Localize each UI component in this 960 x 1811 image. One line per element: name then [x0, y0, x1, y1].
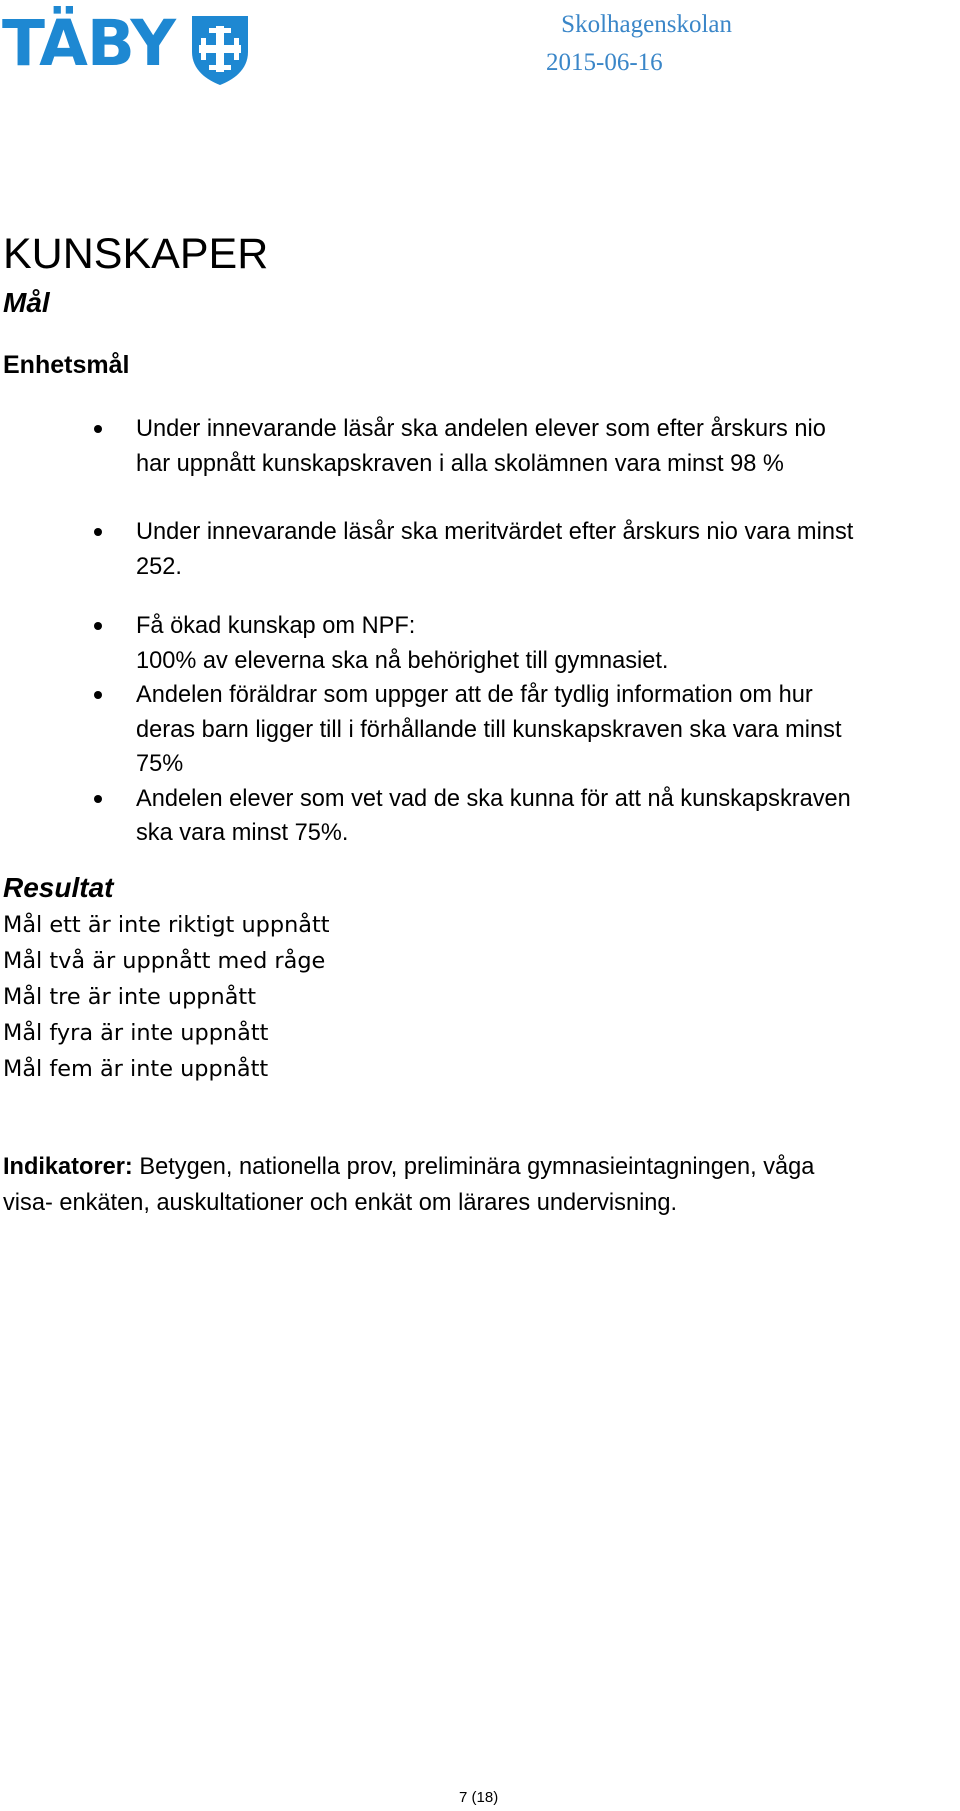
indicators-line: visa- enkäten, auskultationer och enkät om lärares undervisning. [3, 1190, 678, 1216]
goal-item [0, 782, 960, 851]
result-item: Mål två är uppnått med råge [3, 948, 326, 974]
logo-wordmark: TÄBY [2, 7, 176, 80]
indicators-label: Indikatorer: [3, 1154, 133, 1180]
goal-text-line: 75% [136, 751, 184, 777]
goal-text-line: Under innevarande läsår ska andelen elever som efter årskurs nio [136, 416, 826, 442]
goal-text-line: Få ökad kunskap om NPF: [136, 613, 416, 639]
goals-heading: Mål [3, 287, 50, 318]
goal-text-line: Under innevarande läsår ska meritvärdet efter årskurs nio vara minst [136, 519, 854, 545]
school-name: Skolhagenskolan [561, 11, 732, 38]
unit-goals-heading: Enhetsmål [3, 351, 130, 379]
page-number: 7 (18) [459, 1789, 499, 1806]
goals-list [0, 412, 960, 851]
taby-shield-icon [189, 14, 251, 86]
result-item: Mål tre är inte uppnått [3, 984, 256, 1010]
goal-text-line: 252. [136, 553, 182, 580]
results-list [3, 907, 330, 1087]
page-title: KUNSKAPER [3, 230, 269, 278]
goal-item [0, 678, 960, 782]
goal-item [0, 412, 960, 481]
results-heading: Resultat [3, 872, 114, 903]
goal-text-line: har uppnått kunskapskraven i alla skolämnen vara minst 98 % [136, 450, 784, 477]
goal-item [0, 609, 960, 678]
result-item: Mål fem är inte uppnått [3, 1056, 269, 1082]
goal-item [0, 515, 960, 584]
goal-text-line: ska vara minst 75%. [136, 820, 349, 846]
result-item: Mål fyra är inte uppnått [3, 1020, 269, 1046]
result-item: Mål ett är inte riktigt uppnått [3, 912, 330, 938]
goal-text-line: Andelen föräldrar som uppger att de får tydlig information om hur [136, 682, 813, 708]
goal-text-line: deras barn ligger till i förhållande till kunskapskraven ska vara minst [136, 716, 842, 743]
indicators-paragraph [3, 1149, 953, 1221]
document-date: 2015-06-16 [546, 49, 663, 76]
goal-text-line: Andelen elever som vet vad de ska kunna för att nå kunskapskraven [136, 785, 851, 812]
indicators-line [3, 1149, 953, 1185]
indicators-text: Betygen, nationella prov, preliminära gymnasieintagningen, våga [132, 1154, 815, 1180]
taby-logo [0, 6, 254, 82]
goal-text-line: 100% av eleverna ska nå behörighet till gymnasiet. [136, 647, 669, 674]
